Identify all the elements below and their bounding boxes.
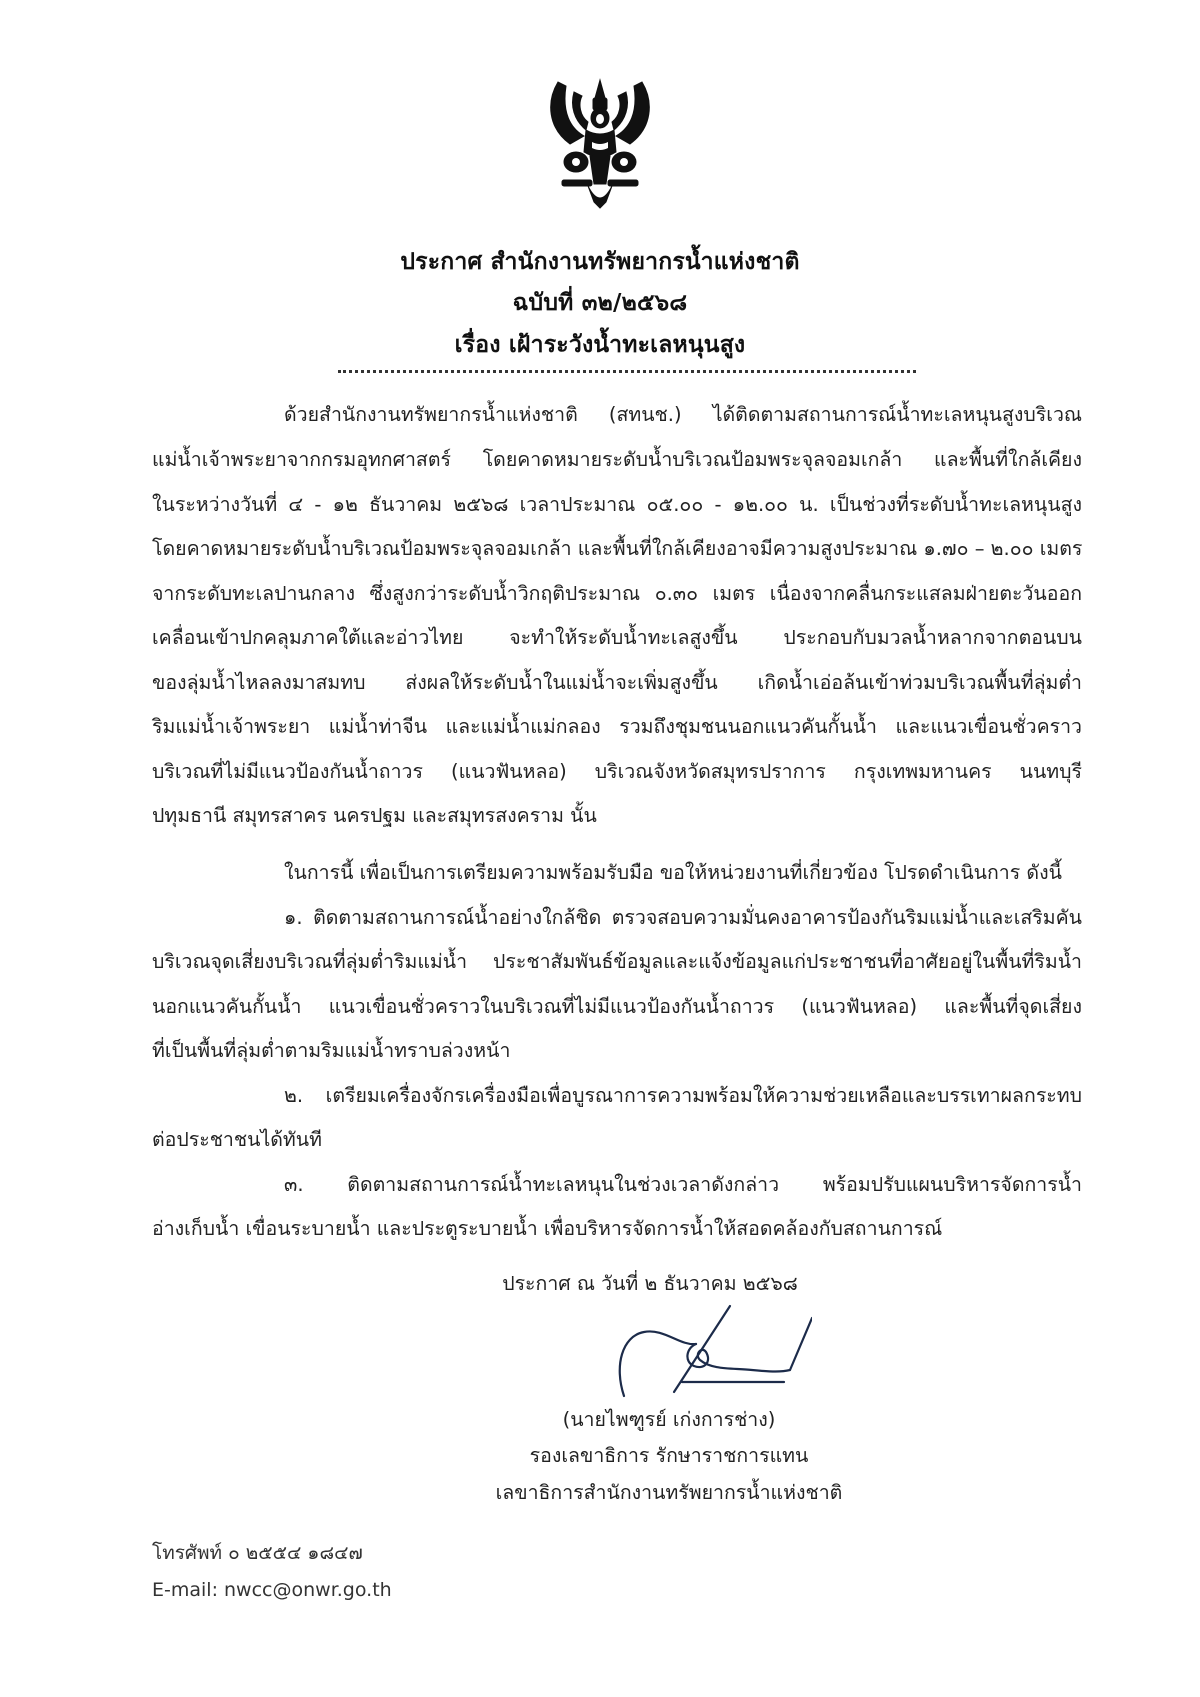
paragraph-1-line: ริมแม่น้ำเจ้าพระยา แม่น้ำท่าจีน และแม่น้ำแม่กลอง รวมถึงชุมชนนอกแนวคันกั้นน้ำ และแนวเขื่อนชั่วคราว [152, 715, 1082, 738]
paragraph-1-line: บริเวณที่ไม่มีแนวป้องกันน้ำถาวร (แนวฟันหลอ) บริเวณจังหวัดสมุทรปราการ กรุงเทพมหานคร นนทบุรี [152, 760, 1082, 783]
action-item-2-line: ๒. เตรียมเครื่องจักรเครื่องมือเพื่อบูรณาการความพร้อมให้ความช่วยเหลือและบรรเทาผลกระทบ [284, 1084, 1082, 1107]
paragraph-1-line: โดยคาดหมายระดับน้ำบริเวณป้อมพระจุลจอมเกล้า และพื้นที่ใกล้เคียงอาจมีความสูงประมาณ ๑.๗๐ – ๒.๐๐ เมตร [152, 537, 1083, 560]
signature-icon [612, 1296, 812, 1406]
paragraph-1-line: แม่น้ำเจ้าพระยาจากกรมอุทกศาสตร์ โดยคาดหมายระดับน้ำบริเวณป้อมพระจุลจอมเกล้า และพื้นที่ใกล้เคียง [152, 448, 1082, 471]
paragraph-1-line: ด้วยสำนักงานทรัพยากรน้ำแห่งชาติ (สทนช.) ได้ติดตามสถานการณ์น้ำทะเลหนุนสูงบริเวณ [284, 403, 1082, 426]
paragraph-1-line: ของลุ่มน้ำไหลลงมาสมทบ ส่งผลให้ระดับน้ำในแม่น้ำจะเพิ่มสูงขึ้น เกิดน้ำเอ่อล้นเข้าท่วมบริเวณพื้นที่ลุ่มต่ำ [152, 671, 1082, 694]
dotted-divider [338, 370, 916, 377]
action-item-1-line: นอกแนวคันกั้นน้ำ แนวเขื่อนชั่วคราวในบริเวณที่ไม่มีแนวป้องกันน้ำถาวร (แนวฟันหลอ) และพื้นที่จุดเสี่ยง [152, 995, 1082, 1018]
action-item-3-line: ๓. ติดตามสถานการณ์น้ำทะเลหนุนในช่วงเวลาดังกล่าว พร้อมปรับแผนบริหารจัดการน้ำ [284, 1173, 1082, 1196]
paragraph-1-line: ในระหว่างวันที่ ๔ - ๑๒ ธันวาคม ๒๕๖๘ เวลาประมาณ ๐๕.๐๐ - ๑๒.๐๐ น. เป็นช่วงที่ระดับน้ำทะเลหนุนสูง [152, 493, 1082, 516]
contact-email[interactable]: E-mail: nwcc@onwr.go.th [152, 1579, 392, 1601]
document-number: ฉบับที่ ๓๒/๒๕๖๘ [512, 290, 688, 316]
action-item-1-line: บริเวณจุดเสี่ยงบริเวณที่ลุ่มต่ำริมแม่น้ำ ประชาสัมพันธ์ข้อมูลและแจ้งข้อมูลแก่ประชาชนที่อาศัยอยู่ในพื้นที่ริมน้ำ [152, 950, 1082, 973]
garuda-emblem-icon [540, 72, 660, 212]
action-item-2-line: ต่อประชาชนได้ทันที [152, 1128, 322, 1151]
signatory-position: รองเลขาธิการ รักษาราชการแทน [529, 1444, 809, 1467]
paragraph-1-line: จากระดับทะเลปานกลาง ซึ่งสูงกว่าระดับน้ำวิกฤติประมาณ ๐.๓๐ เมตร เนื่องจากคลื่นกระแสลมฝ่ายตะวันออก [152, 582, 1082, 605]
action-item-1-line: ๑. ติดตามสถานการณ์น้ำอย่างใกล้ชิด ตรวจสอบความมั่นคงอาคารป้องกันริมแม่น้ำและเสริมคัน [284, 906, 1082, 929]
signatory-position-full: เลขาธิการสำนักงานทรัพยากรน้ำแห่งชาติ [495, 1481, 843, 1504]
signatory-name: (นายไพฑูรย์ เก่งการช่าง) [562, 1408, 776, 1431]
action-item-3-line: อ่างเก็บน้ำ เขื่อนระบายน้ำ และประตูระบายน้ำ เพื่อบริหารจัดการน้ำให้สอดคล้องกับสถานการณ์ [152, 1217, 943, 1240]
document-title: ประกาศ สำนักงานทรัพยากรน้ำแห่งชาติ [400, 249, 800, 275]
paragraph-1-line: ปทุมธานี สมุทรสาคร นครปฐม และสมุทรสงคราม นั้น [152, 804, 597, 827]
action-item-1-line: ที่เป็นพื้นที่ลุ่มต่ำตามริมแม่น้ำทราบล่วงหน้า [152, 1039, 511, 1062]
document-subject: เรื่อง เฝ้าระวังน้ำทะเลหนุนสูง [454, 332, 746, 358]
announcement-date: ประกาศ ณ วันที่ ๒ ธันวาคม ๒๕๖๘ [502, 1272, 798, 1295]
contact-phone: โทรศัพท์ ๐ ๒๕๕๔ ๑๘๔๗ [152, 1542, 363, 1564]
paragraph-2: ในการนี้ เพื่อเป็นการเตรียมความพร้อมรับมือ ขอให้หน่วยงานที่เกี่ยวข้อง โปรดดำเนินการ ดังนี้ [284, 861, 1062, 884]
paragraph-1-line: เคลื่อนเข้าปกคลุมภาคใต้และอ่าวไทย จะทำให้ระดับน้ำทะเลสูงขึ้น ประกอบกับมวลน้ำหลากจากตอนบน [152, 626, 1082, 649]
